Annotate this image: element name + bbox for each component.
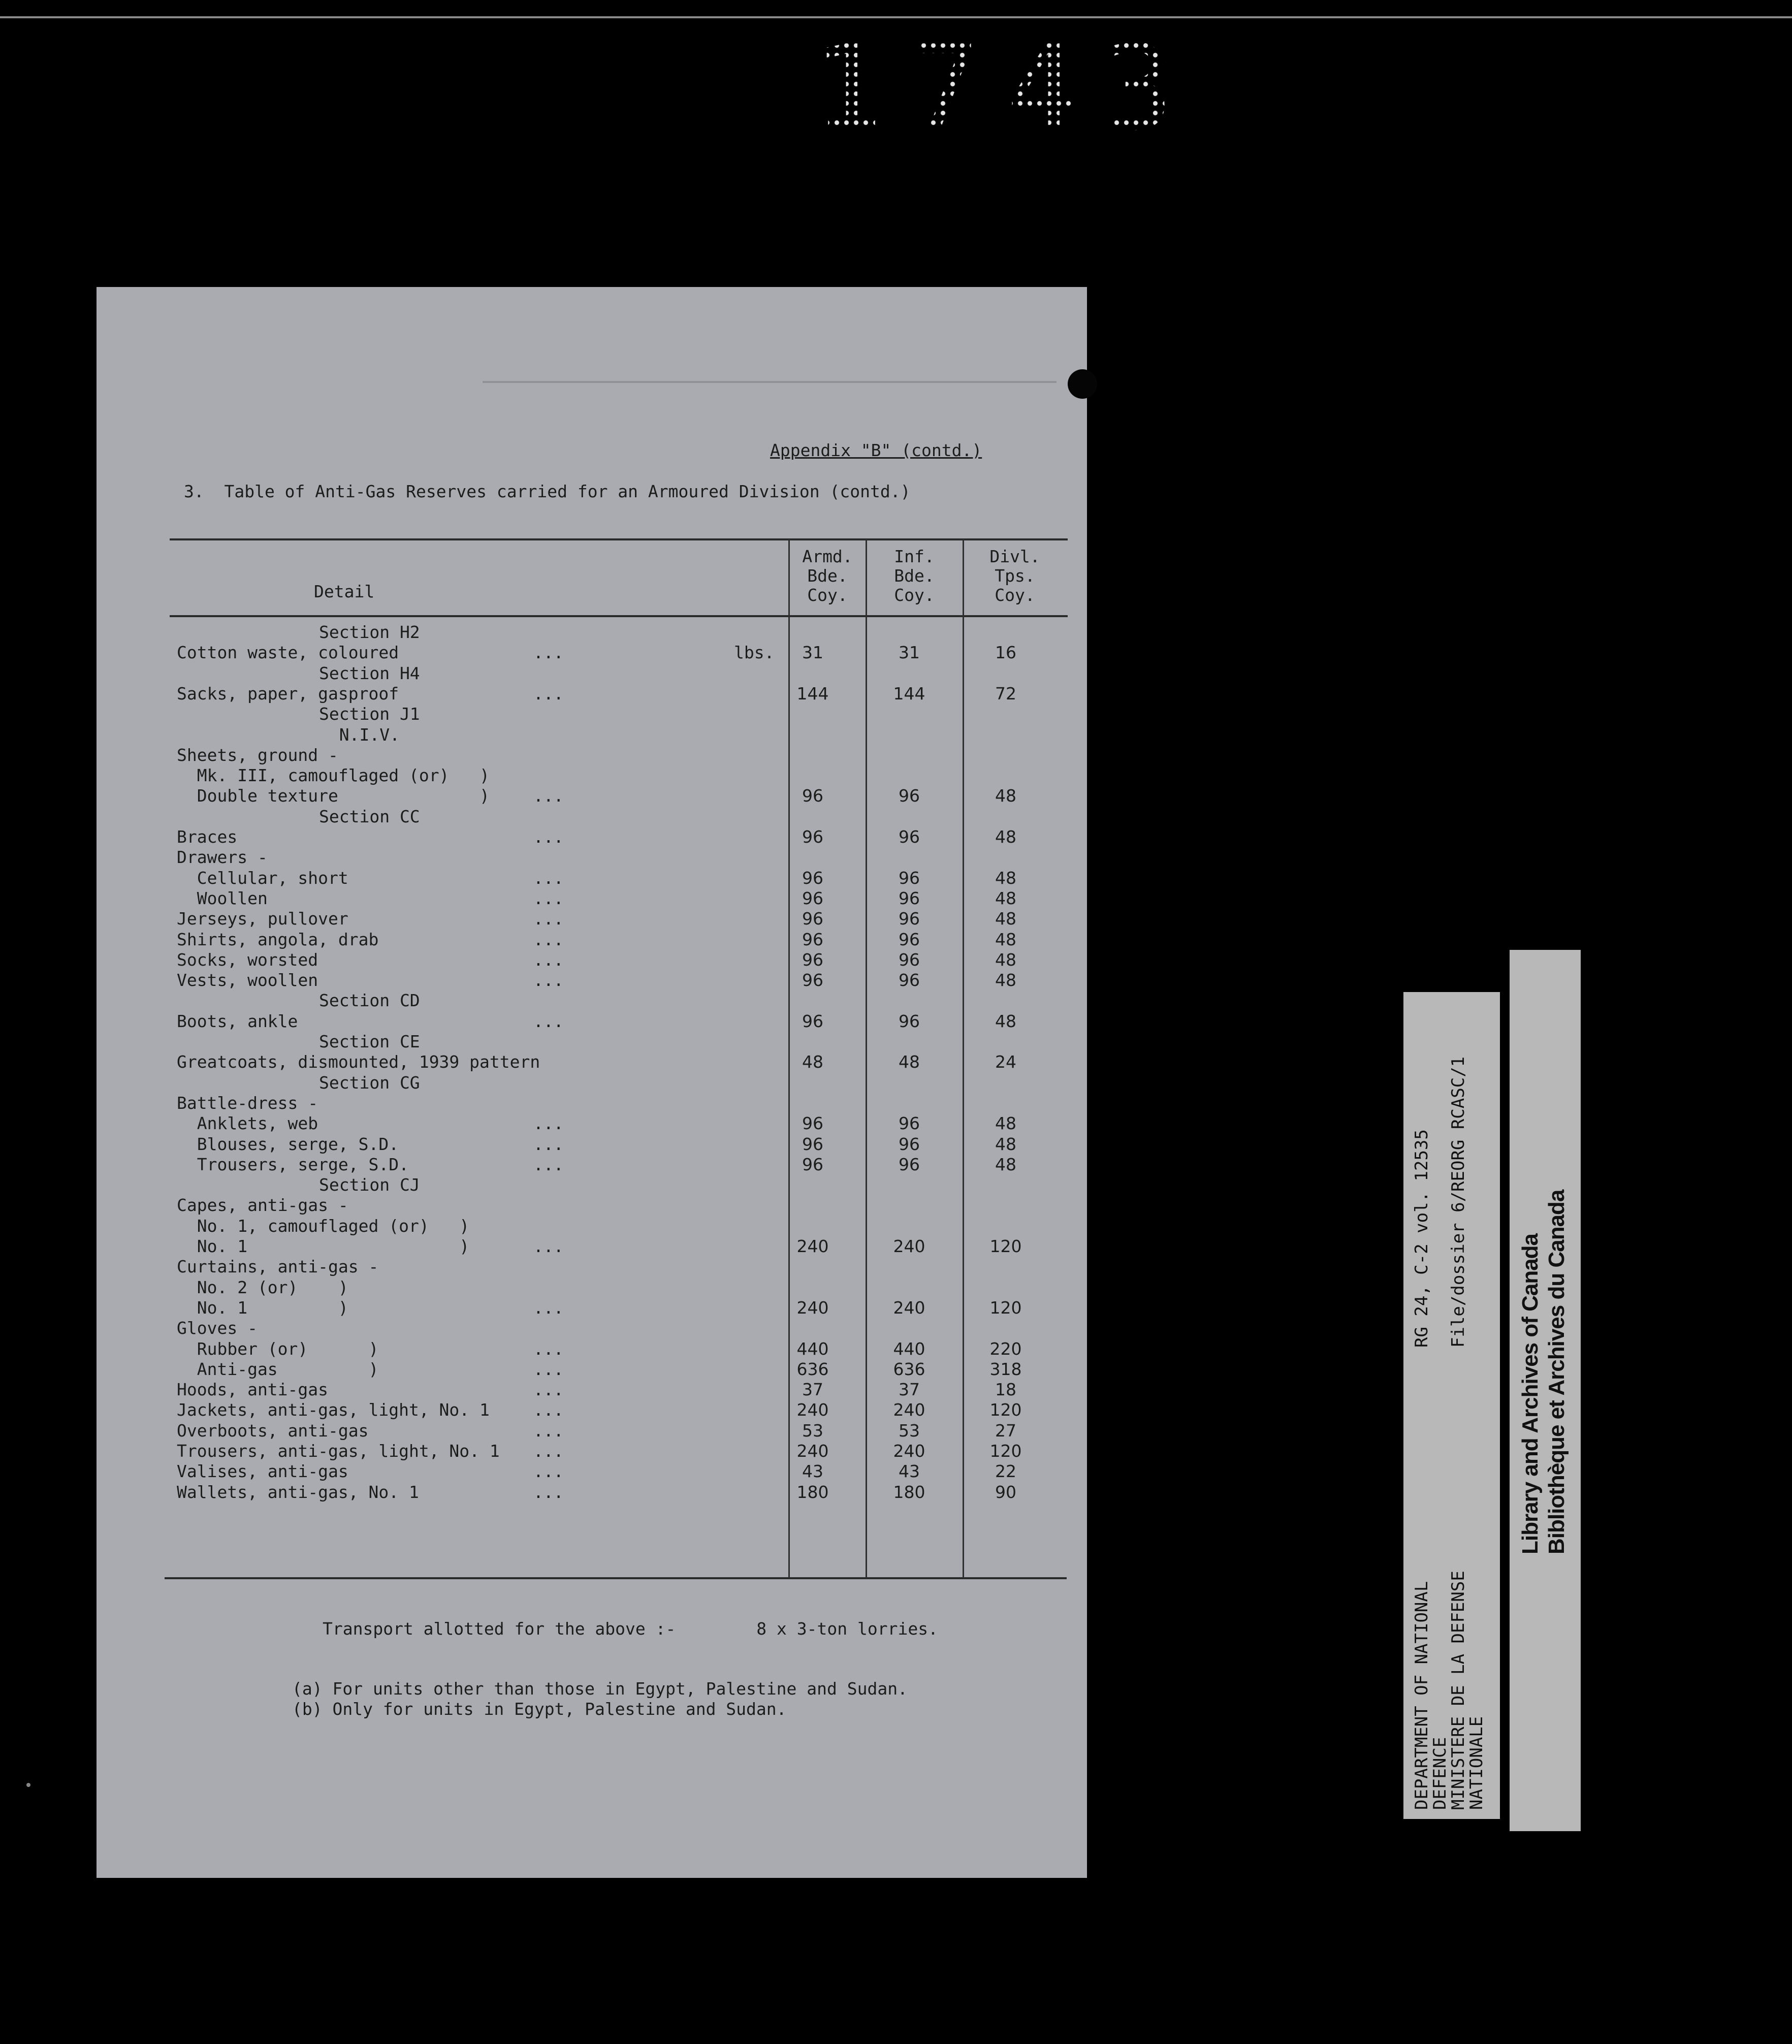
divl-tps-coy-value: 48 [995,827,1016,847]
table-row [97,1482,1087,1503]
armd-bde-coy-value: 240 [796,1441,829,1461]
item-label: Sacks, paper, gasproof [177,683,399,704]
inf-bde-coy-value: 96 [899,1113,920,1134]
inf-bde-coy-value: 240 [893,1400,925,1420]
lac-label-fr: Bibliothèque et Archives du Canada [1544,1190,1569,1554]
lac-label-en: Library and Archives of Canada [1518,1233,1543,1554]
item-label: Trousers, anti-gas, light, No. 1 [177,1441,500,1461]
armd-bde-coy-value: 31 [802,643,823,663]
item-label: Shirts, angola, drab [177,929,379,949]
table-row [97,1380,1087,1400]
leader-dots: ... [533,970,564,991]
footnote-a: (a) For units other than those in Egypt, Palestine and Sudan. [292,1679,908,1699]
table-row [97,684,1087,704]
section-heading-row [97,1175,1087,1195]
table-row [97,765,1087,786]
inf-bde-coy-value: 96 [899,970,920,991]
table-row [97,1113,1087,1134]
divl-tps-coy-value: 72 [995,683,1016,704]
armd-bde-coy-value: 96 [802,1134,823,1154]
leader-dots: ... [533,1482,564,1502]
item-label: No. 2 (or) ) [177,1277,348,1297]
item-label: Braces [177,827,238,847]
armd-bde-coy-value: 96 [802,909,823,929]
inf-bde-coy-value: 96 [899,888,920,908]
archive-dept-fr-2: NATIONALE [1466,1716,1487,1810]
table-row [97,643,1087,663]
divl-tps-coy-value: 48 [995,949,1016,970]
divl-tps-coy-value: 120 [989,1441,1022,1461]
table-row [97,847,1087,868]
table-row [97,909,1087,929]
divl-tps-coy-value: 90 [995,1482,1016,1502]
inf-bde-coy-value: 31 [899,643,920,663]
item-label: Anti-gas ) [177,1359,379,1379]
divl-tps-coy-value: 18 [995,1380,1016,1400]
armd-bde-coy-value: 240 [796,1236,829,1256]
column-header-armd: Armd. Bde. Coy. [802,547,853,605]
section-label: N.I.V. [319,724,400,745]
divl-tps-coy-value: 318 [989,1359,1022,1379]
table-row [97,1257,1087,1277]
table-row [97,930,1087,950]
armd-bde-coy-value: 96 [802,1154,823,1174]
inf-bde-coy-value: 37 [899,1380,920,1400]
inf-bde-coy-value: 96 [899,827,920,847]
armd-bde-coy-value: 96 [802,868,823,888]
table-row [97,1400,1087,1420]
divl-tps-coy-value: 48 [995,929,1016,949]
item-label: Anklets, web [177,1113,318,1134]
leader-dots: ... [533,827,564,847]
table-row [97,1461,1087,1482]
divl-tps-coy-value: 220 [989,1338,1022,1359]
armd-bde-coy-value: 96 [802,786,823,806]
divl-tps-coy-value: 48 [995,868,1016,888]
leader-dots: ... [533,888,564,908]
leader-dots: ... [533,1113,564,1134]
leader-dots: ... [533,643,564,663]
table-row [97,1093,1087,1113]
item-label: Blouses, serge, S.D. [177,1134,399,1154]
inf-bde-coy-value: 96 [899,909,920,929]
leader-dots: ... [533,1420,564,1441]
leader-dots: ... [533,1338,564,1359]
leader-dots: ... [533,909,564,929]
item-label: Trousers, serge, S.D. [177,1154,409,1174]
leader-dots: ... [533,1441,564,1461]
archive-dept-en-2: DEFENCE [1430,1737,1450,1810]
table-row [97,1421,1087,1441]
footnote-b: (b) Only for units in Egypt, Palestine and Sudan. [292,1699,787,1719]
leader-dots: ... [533,1400,564,1420]
item-label: Sheets, ground - [177,745,338,765]
armd-bde-coy-value: 96 [802,929,823,949]
leader-dots: ... [533,949,564,970]
table-row [97,745,1087,765]
armd-bde-coy-value: 37 [802,1380,823,1400]
section-label: Section CE [319,1032,420,1051]
item-label: Socks, worsted [177,949,318,970]
divl-tps-coy-value: 48 [995,1134,1016,1154]
inf-bde-coy-value: 53 [899,1420,920,1441]
divl-tps-coy-value: 16 [995,643,1016,663]
lac-label [1510,950,1581,1831]
section-heading-row [97,1073,1087,1093]
table-row [97,1359,1087,1380]
section-heading-row [97,663,1087,684]
inf-bde-coy-value: 96 [899,1134,920,1154]
table-row [97,1339,1087,1359]
inf-bde-coy-value: 240 [893,1297,925,1318]
leader-dots: ... [533,868,564,888]
table-row [97,888,1087,909]
item-label: Curtains, anti-gas - [177,1257,379,1277]
divl-tps-coy-value: 48 [995,888,1016,908]
section-label: Section CJ [319,1175,420,1195]
table-row [97,950,1087,970]
leader-dots: ... [533,1380,564,1400]
inf-bde-coy-value: 96 [899,868,920,888]
leader-dots: ... [533,1236,564,1256]
section-heading-row [97,807,1087,827]
section-label: Section CG [319,1072,420,1093]
table-row [97,1236,1087,1257]
armd-bde-coy-value: 96 [802,970,823,991]
item-label: Rubber (or) ) [177,1338,379,1359]
inf-bde-coy-value: 240 [893,1441,925,1461]
item-label: Battle-dress - [177,1093,318,1113]
archive-reference-label [1403,992,1500,1819]
frame-number [813,21,1200,156]
table-title: 3. Table of Anti-Gas Reserves carried for an Armoured Division (contd.) [184,482,911,501]
section-label: Section CC [319,806,420,826]
table-row [97,1298,1087,1318]
item-label: Mk. III, camouflaged (or) ) [177,765,490,786]
leader-dots: ... [533,1154,564,1174]
armd-bde-coy-value: 48 [802,1052,823,1072]
appendix-heading: Appendix "B" (contd.) [770,440,982,460]
archive-dept-fr-1: MINISTERE DE LA DEFENSE [1448,1571,1468,1810]
table-row [97,1134,1087,1155]
leader-dots: ... [533,786,564,806]
item-label: Double texture ) [177,786,490,806]
section-label: Section CD [319,991,420,1011]
section-label: Section H4 [319,663,420,683]
inf-bde-coy-value: 96 [899,949,920,970]
item-label: Woollen [177,888,268,908]
item-label: No. 1 ) [177,1297,348,1318]
armd-bde-coy-value: 144 [796,683,829,704]
inf-bde-coy-value: 440 [893,1338,925,1359]
inf-bde-coy-value: 43 [899,1461,920,1482]
inf-bde-coy-value: 96 [899,929,920,949]
armd-bde-coy-value: 43 [802,1461,823,1482]
table-top-rule [170,538,1068,540]
armd-bde-coy-value: 96 [802,888,823,908]
divl-tps-coy-value: 27 [995,1420,1016,1441]
document-page [97,287,1087,1878]
section-heading-row [97,622,1087,643]
inf-bde-coy-value: 48 [899,1052,920,1072]
inf-bde-coy-value: 144 [893,683,925,704]
leader-dots: ... [533,683,564,704]
armd-bde-coy-value: 180 [796,1482,829,1502]
column-header-inf: Inf. Bde. Coy. [894,547,935,605]
section-heading-row [97,991,1087,1011]
divl-tps-coy-value: 48 [995,1154,1016,1174]
inf-bde-coy-value: 96 [899,1154,920,1174]
item-label: Hoods, anti-gas [177,1380,329,1400]
item-label: Overboots, anti-gas [177,1420,369,1441]
column-header-divl: Divl. Tps. Coy. [989,547,1040,605]
frame-number-text: 1743 [813,21,1200,156]
table-row [97,827,1087,847]
table-row [97,1011,1087,1032]
detail-header: Detail [314,582,375,601]
table-header-rule [170,615,1068,617]
armd-bde-coy-value: 96 [802,1113,823,1134]
item-label: No. 1, camouflaged (or) ) [177,1216,470,1236]
section-label: Section H2 [319,622,420,642]
item-label: Drawers - [177,847,268,868]
divl-tps-coy-value: 24 [995,1052,1016,1072]
item-label: Boots, ankle [177,1011,298,1031]
item-label: No. 1 ) [177,1236,470,1256]
armd-bde-coy-value: 240 [796,1297,829,1318]
item-label: Valises, anti-gas [177,1461,348,1482]
inf-bde-coy-value: 180 [893,1482,925,1502]
leader-dots: ... [533,1359,564,1379]
section-heading-row [97,1032,1087,1052]
punch-hole [1068,369,1097,399]
film-top-edge [0,16,1792,18]
faint-header-smudge [483,381,1057,383]
section-heading-row [97,725,1087,745]
item-label: Cotton waste, coloured [177,643,399,663]
armd-bde-coy-value: 240 [796,1400,829,1420]
divl-tps-coy-value: 48 [995,909,1016,929]
unit-label: lbs. [734,643,775,663]
item-label: Greatcoats, dismounted, 1939 pattern [177,1052,540,1072]
item-label: Capes, anti-gas - [177,1195,348,1216]
table-row [97,868,1087,888]
leader-dots: ... [533,929,564,949]
table-row [97,1155,1087,1175]
leader-dots: ... [533,1011,564,1031]
section-label: Section J1 [319,704,420,724]
divl-tps-coy-value: 48 [995,1011,1016,1031]
divl-tps-coy-value: 120 [989,1236,1022,1256]
archive-dept-en-1: DEPARTMENT OF NATIONAL [1412,1581,1432,1810]
divl-tps-coy-value: 120 [989,1297,1022,1318]
divl-tps-coy-value: 120 [989,1400,1022,1420]
table-row [97,1441,1087,1461]
armd-bde-coy-value: 96 [802,827,823,847]
item-label: Vests, woollen [177,970,318,991]
inf-bde-coy-value: 96 [899,786,920,806]
table-bottom-rule [165,1577,1067,1579]
armd-bde-coy-value: 96 [802,949,823,970]
armd-bde-coy-value: 53 [802,1420,823,1441]
item-label: Gloves - [177,1318,258,1338]
leader-dots: ... [533,1134,564,1154]
table-row [97,1216,1087,1236]
section-heading-row [97,704,1087,724]
table-row [97,1195,1087,1216]
item-label: Wallets, anti-gas, No. 1 [177,1482,419,1502]
inf-bde-coy-value: 96 [899,1011,920,1031]
inf-bde-coy-value: 240 [893,1236,925,1256]
leader-dots: ... [533,1461,564,1482]
divl-tps-coy-value: 48 [995,1113,1016,1134]
item-label: Jerseys, pullover [177,909,348,929]
film-speck [26,1783,30,1787]
table-row [97,786,1087,806]
table-row [97,1052,1087,1072]
divl-tps-coy-value: 48 [995,786,1016,806]
archive-ref-file: File/dossier 6/REORG RCASC/1 [1448,1056,1468,1348]
leader-dots: ... [533,1297,564,1318]
transport-note: Transport allotted for the above :- 8 x 3-ton lorries. [323,1619,938,1639]
item-label: Cellular, short [177,868,348,888]
divl-tps-coy-value: 48 [995,970,1016,991]
inf-bde-coy-value: 636 [893,1359,925,1379]
divl-tps-coy-value: 22 [995,1461,1016,1482]
table-row [97,1278,1087,1298]
item-label: Jackets, anti-gas, light, No. 1 [177,1400,490,1420]
archive-ref-volume: RG 24, C-2 vol. 12535 [1412,1129,1432,1348]
armd-bde-coy-value: 96 [802,1011,823,1031]
armd-bde-coy-value: 440 [796,1338,829,1359]
table-row [97,970,1087,991]
table-row [97,1318,1087,1338]
armd-bde-coy-value: 636 [796,1359,829,1379]
